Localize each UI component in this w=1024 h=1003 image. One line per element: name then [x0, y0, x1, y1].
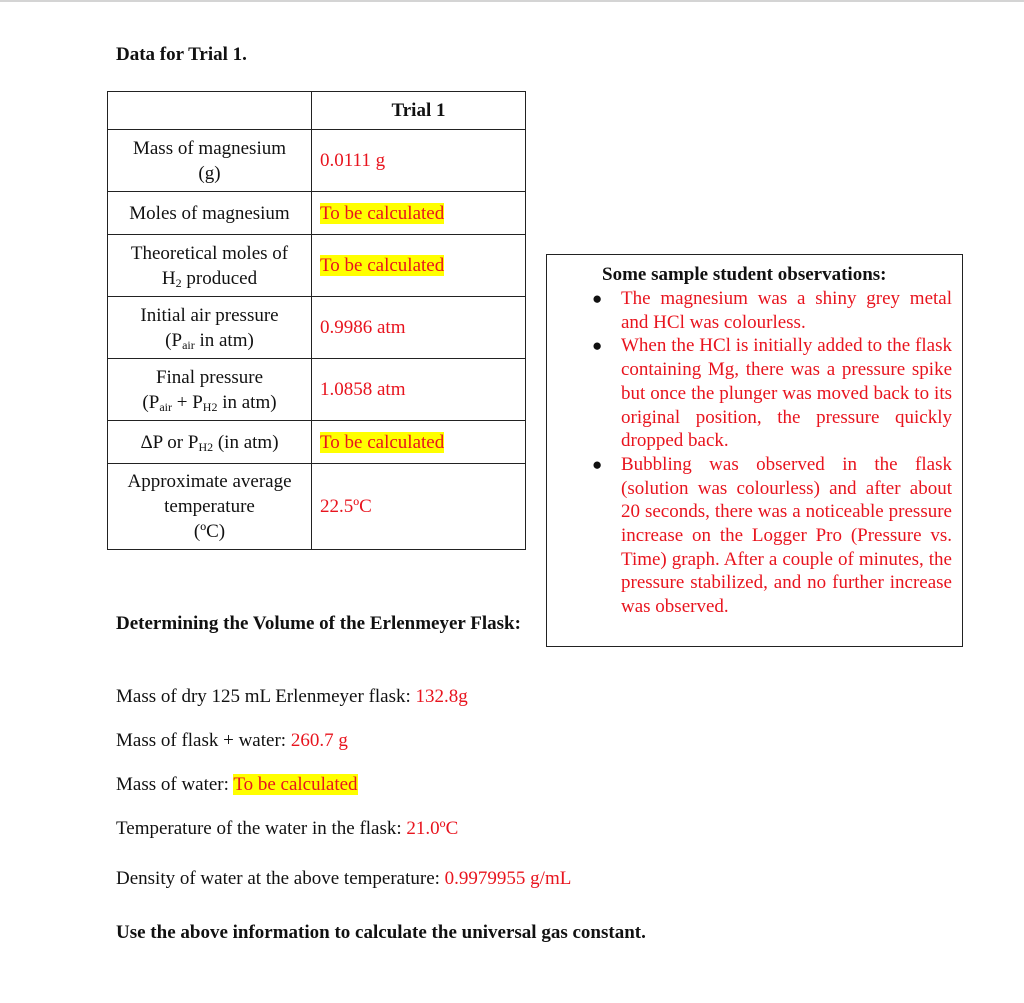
row-label: Mass of magnesium (g) — [108, 130, 312, 192]
observations-title: Some sample student observations: — [602, 264, 887, 285]
row-label: ΔP or $P_{H2}$ (in atm) — [108, 421, 312, 464]
trial-column-header: Trial 1 — [312, 92, 526, 130]
bullet-icon: ● — [592, 454, 603, 474]
row-value — [312, 192, 526, 235]
volume-line — [116, 868, 571, 890]
line-value: 0.9979955 g/mL — [444, 868, 572, 889]
table-row — [108, 464, 526, 550]
value-text: 0.9986 atm — [320, 317, 406, 338]
line-value: 21.0ºC — [406, 818, 459, 839]
table-corner-cell — [108, 92, 312, 130]
row-value — [312, 235, 526, 297]
line-label: Mass of water: — [116, 774, 234, 795]
row-value — [312, 130, 526, 192]
line-label: Density of water at the above temperature: — [116, 868, 445, 889]
observation-item — [592, 334, 952, 453]
line-value: To be calculated — [233, 774, 358, 795]
row-value — [312, 464, 526, 550]
value-text: 0.0111 g — [320, 150, 386, 171]
trial-data-table — [107, 91, 526, 550]
table-row — [108, 235, 526, 297]
bullet-icon: ● — [592, 289, 603, 308]
line-label: Mass of flask + water: — [116, 730, 291, 751]
row-value — [312, 359, 526, 421]
final-instruction: Use the above information to calculate the universal gas constant. — [116, 922, 646, 943]
value-text: To be calculated — [320, 202, 445, 224]
line-label: Mass of dry 125 mL Erlenmeyer flask: — [116, 686, 416, 707]
table-row — [108, 130, 526, 192]
row-label: Moles of magnesium — [108, 192, 312, 235]
bullet-icon: ● — [592, 336, 603, 356]
observation-text: When the HCl is initially added to the flask containing Mg, there was a pressure spike but once the plunger was moved back to its original position, the pressure quickly dropped back. — [621, 335, 952, 452]
value-text: To be calculated — [320, 255, 445, 276]
volume-line — [116, 818, 458, 840]
row-label: Theoretical moles of $H_2$ produced — [108, 235, 312, 297]
row-value — [312, 297, 526, 359]
value-text: 1.0858 atm — [320, 379, 406, 400]
line-value: 260.7 g — [290, 730, 348, 751]
observation-text: Bubbling was observed in the flask (solution was colourless) and after about 20 seconds, there was a noticeable pressure increase on the Logger Pro (Pressure vs. Time) graph. After a couple of minutes, the pressure stabilized, and no further increase was observed. — [621, 453, 952, 618]
table-row — [108, 421, 526, 464]
observations-box — [546, 254, 963, 647]
top-border — [0, 0, 1024, 2]
observations-list — [592, 287, 952, 619]
line-value: 132.8g — [415, 686, 468, 707]
table-row — [108, 359, 526, 421]
line-label: Temperature of the water in the flask: — [116, 818, 407, 839]
observation-text: The magnesium was a shiny grey metal and HCl was colourless. — [621, 288, 952, 333]
volume-line — [116, 730, 348, 752]
table-row — [108, 192, 526, 235]
volume-section-heading: Determining the Volume of the Erlenmeyer Flask: — [116, 613, 521, 634]
row-label: Final pressure ($P_{air} + P_{H2}$ in atm) — [108, 359, 312, 421]
volume-line — [116, 686, 468, 708]
row-label: Initial air pressure ($P_{air}$ in atm) — [108, 297, 312, 359]
table-row — [108, 297, 526, 359]
table-header-row — [108, 92, 526, 130]
row-value — [312, 421, 526, 464]
value-text: 22.5ºC — [320, 496, 372, 517]
observation-item — [592, 453, 952, 619]
value-text: To be calculated — [320, 431, 445, 453]
page-heading: Data for Trial 1. — [116, 44, 247, 65]
row-label: Approximate average temperature (ºC) — [108, 464, 312, 550]
volume-line — [116, 774, 358, 796]
observation-item — [592, 287, 952, 334]
